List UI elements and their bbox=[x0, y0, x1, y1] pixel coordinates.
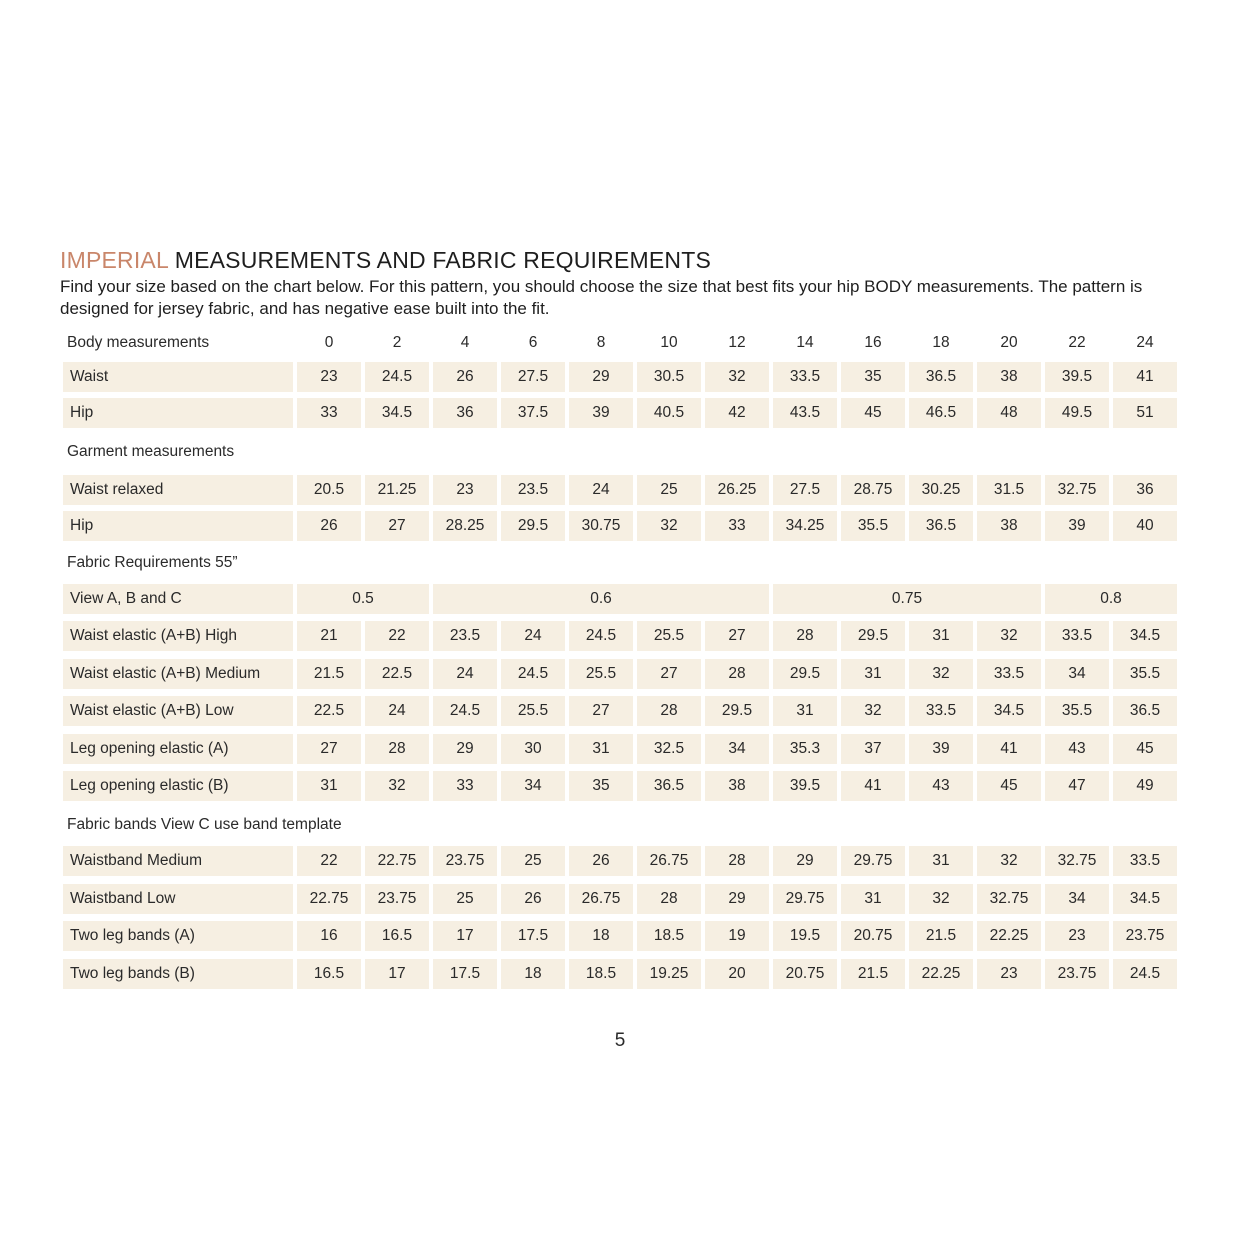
table-row-garment-cell: 34.25 bbox=[773, 511, 837, 541]
table-row-fabric-cell: 31 bbox=[909, 621, 973, 651]
table-row-garment-cell: 32 bbox=[637, 511, 701, 541]
table-row-band-cell: 34 bbox=[1045, 884, 1109, 914]
table-row-fabric-cell: 31 bbox=[841, 659, 905, 689]
table-row-band-cell: 17 bbox=[433, 921, 497, 951]
table-row-garment-cell: 35.5 bbox=[841, 511, 905, 541]
size-header-cell: 6 bbox=[528, 334, 538, 351]
table-row-fabric-cell: 25.5 bbox=[637, 621, 701, 651]
table-row-garment-cell: 24 bbox=[569, 475, 633, 505]
size-header-cell: 14 bbox=[796, 334, 814, 351]
table-row-fabric-cell: 45 bbox=[977, 771, 1041, 801]
table-row-fabric-cell: 33.5 bbox=[977, 659, 1041, 689]
table-row-body-cell: 30.5 bbox=[637, 362, 701, 392]
table-row-band-cell: 23.75 bbox=[433, 846, 497, 876]
table-row-garment-cell: 28.25 bbox=[433, 511, 497, 541]
section-label-garment: Garment measurements bbox=[67, 443, 235, 460]
table-row-band-cell: 31 bbox=[841, 884, 905, 914]
table-row-fabric-cell: 27 bbox=[297, 734, 361, 764]
table-row-fabric-cell: 29.5 bbox=[705, 696, 769, 726]
size-header-cell: 18 bbox=[932, 334, 950, 351]
table-row-fabric-cell: 34 bbox=[1045, 659, 1109, 689]
table-row-garment-cell: 28.75 bbox=[841, 475, 905, 505]
table-row-band-cell: 18 bbox=[569, 921, 633, 951]
table-row-body-cell: 42 bbox=[705, 398, 769, 428]
table-row-view-group: 0.8 bbox=[1045, 584, 1177, 614]
table-row-garment-cell: 31.5 bbox=[977, 475, 1041, 505]
table-row-band-cell: 19 bbox=[705, 921, 769, 951]
table-row-garment-cell: 36 bbox=[1113, 475, 1177, 505]
table-row-fabric-cell: 34 bbox=[501, 771, 565, 801]
table-row-garment-cell: 36.5 bbox=[909, 511, 973, 541]
size-header-cell: 4 bbox=[460, 334, 470, 351]
table-row-band-label: Two leg bands (B) bbox=[63, 959, 293, 989]
table-row-garment-cell: 21.25 bbox=[365, 475, 429, 505]
table-row-fabric-label: Waist elastic (A+B) High bbox=[63, 621, 293, 651]
size-header-cell: 10 bbox=[660, 334, 678, 351]
table-row-fabric-cell: 37 bbox=[841, 734, 905, 764]
table-row-band-cell: 25 bbox=[433, 884, 497, 914]
table-row-fabric-cell: 23.5 bbox=[433, 621, 497, 651]
size-header-cell: 22 bbox=[1068, 334, 1086, 351]
table-row-band-cell: 32 bbox=[977, 846, 1041, 876]
table-row-band-cell: 20.75 bbox=[773, 959, 837, 989]
table-row-body-cell: 51 bbox=[1113, 398, 1177, 428]
table-row-band-cell: 29.75 bbox=[773, 884, 837, 914]
table-row-fabric-label: Leg opening elastic (A) bbox=[63, 734, 293, 764]
table-row-band-cell: 23.75 bbox=[1113, 921, 1177, 951]
table-row-body-cell: 26 bbox=[433, 362, 497, 392]
table-row-body-cell: 49.5 bbox=[1045, 398, 1109, 428]
title-rest: MEASUREMENTS AND FABRIC REQUIREMENTS bbox=[168, 247, 711, 273]
table-row-fabric-cell: 32 bbox=[909, 659, 973, 689]
table-row-band-cell: 19.5 bbox=[773, 921, 837, 951]
table-row-view-group: 0.5 bbox=[297, 584, 429, 614]
table-row-body-cell: 45 bbox=[841, 398, 905, 428]
table-row-fabric-cell: 22.5 bbox=[297, 696, 361, 726]
table-row-fabric-cell: 29.5 bbox=[773, 659, 837, 689]
table-row-body-cell: 39 bbox=[569, 398, 633, 428]
table-row-fabric-cell: 36.5 bbox=[637, 771, 701, 801]
table-row-band-cell: 23.75 bbox=[1045, 959, 1109, 989]
table-row-band-cell: 26 bbox=[501, 884, 565, 914]
table-row-garment-cell: 23.5 bbox=[501, 475, 565, 505]
table-row-band-cell: 25 bbox=[501, 846, 565, 876]
table-row-band-cell: 32.75 bbox=[1045, 846, 1109, 876]
table-row-fabric-label: Waist elastic (A+B) Medium bbox=[63, 659, 293, 689]
table-row-garment-cell: 39 bbox=[1045, 511, 1109, 541]
table-row-band-cell: 22.25 bbox=[909, 959, 973, 989]
table-row-band-cell: 34.5 bbox=[1113, 884, 1177, 914]
table-row-band-cell: 16.5 bbox=[365, 921, 429, 951]
table-row-band-cell: 23.75 bbox=[365, 884, 429, 914]
table-row-view-label: View A, B and C bbox=[63, 584, 293, 614]
table-row-fabric-cell: 35.3 bbox=[773, 734, 837, 764]
table-row-garment-cell: 25 bbox=[637, 475, 701, 505]
table-row-body-cell: 40.5 bbox=[637, 398, 701, 428]
table-row-fabric-cell: 25.5 bbox=[501, 696, 565, 726]
table-row-band-label: Two leg bands (A) bbox=[63, 921, 293, 951]
table-row-band-cell: 18.5 bbox=[569, 959, 633, 989]
table-row-fabric-cell: 32 bbox=[977, 621, 1041, 651]
table-row-fabric-cell: 32 bbox=[841, 696, 905, 726]
table-row-band-cell: 20 bbox=[705, 959, 769, 989]
table-row-band-cell: 22.75 bbox=[365, 846, 429, 876]
table-row-garment-cell: 30.25 bbox=[909, 475, 973, 505]
table-row-body-label: Waist bbox=[63, 362, 293, 392]
size-header-cell: 24 bbox=[1136, 334, 1154, 351]
table-row-band-cell: 17 bbox=[365, 959, 429, 989]
table-row-body-cell: 36.5 bbox=[909, 362, 973, 392]
table-row-band-cell: 31 bbox=[909, 846, 973, 876]
table-row-body-cell: 48 bbox=[977, 398, 1041, 428]
table-row-body-cell: 41 bbox=[1113, 362, 1177, 392]
size-header-cell: 2 bbox=[392, 334, 402, 351]
table-row-garment-cell: 23 bbox=[433, 475, 497, 505]
table-row-fabric-cell: 35.5 bbox=[1045, 696, 1109, 726]
table-row-fabric-cell: 34 bbox=[705, 734, 769, 764]
size-header-cell: 20 bbox=[1000, 334, 1018, 351]
table-row-fabric-cell: 22.5 bbox=[365, 659, 429, 689]
table-row-fabric-cell: 27 bbox=[637, 659, 701, 689]
table-row-band-cell: 22 bbox=[297, 846, 361, 876]
table-row-garment-cell: 20.5 bbox=[297, 475, 361, 505]
table-row-band-cell: 17.5 bbox=[433, 959, 497, 989]
table-row-body-cell: 38 bbox=[977, 362, 1041, 392]
table-row-band-cell: 21.5 bbox=[841, 959, 905, 989]
section-label-bands: Fabric bands View C use band template bbox=[67, 816, 342, 833]
table-row-garment-cell: 26.25 bbox=[705, 475, 769, 505]
table-row-garment-cell: 40 bbox=[1113, 511, 1177, 541]
table-row-view-group: 0.6 bbox=[433, 584, 769, 614]
table-row-band-cell: 19.25 bbox=[637, 959, 701, 989]
table-row-band-cell: 29.75 bbox=[841, 846, 905, 876]
page-number: 5 bbox=[614, 1030, 626, 1051]
size-header-cell: 12 bbox=[728, 334, 746, 351]
table-row-body-label: Hip bbox=[63, 398, 293, 428]
table-row-band-cell: 26 bbox=[569, 846, 633, 876]
table-row-fabric-cell: 36.5 bbox=[1113, 696, 1177, 726]
table-row-fabric-cell: 22 bbox=[365, 621, 429, 651]
table-row-fabric-cell: 33 bbox=[433, 771, 497, 801]
table-row-fabric-cell: 24.5 bbox=[501, 659, 565, 689]
table-row-fabric-cell: 30 bbox=[501, 734, 565, 764]
table-row-body-cell: 43.5 bbox=[773, 398, 837, 428]
table-row-fabric-cell: 49 bbox=[1113, 771, 1177, 801]
page-title bbox=[60, 247, 711, 274]
table-row-body-cell: 35 bbox=[841, 362, 905, 392]
title-accent: IMPERIAL bbox=[60, 247, 169, 273]
table-row-fabric-cell: 27 bbox=[705, 621, 769, 651]
table-row-garment-cell: 32.75 bbox=[1045, 475, 1109, 505]
table-row-body-cell: 34.5 bbox=[365, 398, 429, 428]
table-row-fabric-cell: 45 bbox=[1113, 734, 1177, 764]
table-row-fabric-label: Waist elastic (A+B) Low bbox=[63, 696, 293, 726]
table-row-fabric-cell: 41 bbox=[977, 734, 1041, 764]
table-row-fabric-cell: 29 bbox=[433, 734, 497, 764]
table-row-body-cell: 32 bbox=[705, 362, 769, 392]
table-row-band-cell: 32.75 bbox=[977, 884, 1041, 914]
table-row-fabric-cell: 27 bbox=[569, 696, 633, 726]
table-row-body-cell: 33 bbox=[297, 398, 361, 428]
table-row-fabric-cell: 21.5 bbox=[297, 659, 361, 689]
table-row-fabric-cell: 47 bbox=[1045, 771, 1109, 801]
size-header-cell: 8 bbox=[596, 334, 606, 351]
table-row-band-cell: 23 bbox=[977, 959, 1041, 989]
table-row-band-cell: 18.5 bbox=[637, 921, 701, 951]
table-row-band-cell: 22.75 bbox=[297, 884, 361, 914]
table-row-band-cell: 28 bbox=[705, 846, 769, 876]
table-row-fabric-label: Leg opening elastic (B) bbox=[63, 771, 293, 801]
table-row-fabric-cell: 38 bbox=[705, 771, 769, 801]
table-row-body-cell: 29 bbox=[569, 362, 633, 392]
table-row-garment-cell: 27 bbox=[365, 511, 429, 541]
table-row-band-cell: 23 bbox=[1045, 921, 1109, 951]
table-row-fabric-cell: 24 bbox=[365, 696, 429, 726]
table-row-garment-cell: 30.75 bbox=[569, 511, 633, 541]
table-row-band-cell: 20.75 bbox=[841, 921, 905, 951]
table-row-band-cell: 21.5 bbox=[909, 921, 973, 951]
table-row-fabric-cell: 28 bbox=[637, 696, 701, 726]
intro-text: Find your size based on the chart below. For this pattern, you should choose the size that best fits your hip BODY measurements. The pattern is designed for jersey fabric, and has negative ease built into the fit. bbox=[60, 277, 1143, 318]
table-row-fabric-cell: 34.5 bbox=[1113, 621, 1177, 651]
table-row-fabric-cell: 28 bbox=[705, 659, 769, 689]
table-row-band-cell: 17.5 bbox=[501, 921, 565, 951]
section-label-body: Body measurements bbox=[67, 334, 210, 351]
table-row-fabric-cell: 33.5 bbox=[909, 696, 973, 726]
table-row-fabric-cell: 24 bbox=[501, 621, 565, 651]
table-row-fabric-cell: 28 bbox=[773, 621, 837, 651]
table-row-band-cell: 16.5 bbox=[297, 959, 361, 989]
table-row-fabric-cell: 41 bbox=[841, 771, 905, 801]
table-row-fabric-cell: 33.5 bbox=[1045, 621, 1109, 651]
table-row-view-group: 0.75 bbox=[773, 584, 1041, 614]
table-row-band-cell: 22.25 bbox=[977, 921, 1041, 951]
table-row-fabric-cell: 35.5 bbox=[1113, 659, 1177, 689]
table-row-fabric-cell: 21 bbox=[297, 621, 361, 651]
table-row-fabric-cell: 31 bbox=[569, 734, 633, 764]
size-header-cell: 0 bbox=[324, 334, 334, 351]
table-row-body-cell: 33.5 bbox=[773, 362, 837, 392]
table-row-band-label: Waistband Low bbox=[63, 884, 293, 914]
table-row-fabric-cell: 31 bbox=[773, 696, 837, 726]
table-row-garment-cell: 26 bbox=[297, 511, 361, 541]
table-row-fabric-cell: 39 bbox=[909, 734, 973, 764]
table-row-band-cell: 29 bbox=[705, 884, 769, 914]
table-row-band-cell: 18 bbox=[501, 959, 565, 989]
table-row-fabric-cell: 31 bbox=[297, 771, 361, 801]
table-row-fabric-cell: 24.5 bbox=[569, 621, 633, 651]
table-row-garment-cell: 38 bbox=[977, 511, 1041, 541]
table-row-fabric-cell: 43 bbox=[909, 771, 973, 801]
table-row-fabric-cell: 34.5 bbox=[977, 696, 1041, 726]
table-row-band-cell: 26.75 bbox=[637, 846, 701, 876]
table-row-fabric-cell: 32 bbox=[365, 771, 429, 801]
table-row-fabric-cell: 24 bbox=[433, 659, 497, 689]
table-row-band-cell: 16 bbox=[297, 921, 361, 951]
table-row-fabric-cell: 29.5 bbox=[841, 621, 905, 651]
table-row-band-cell: 33.5 bbox=[1113, 846, 1177, 876]
table-row-garment-cell: 33 bbox=[705, 511, 769, 541]
table-row-garment-label: Hip bbox=[63, 511, 293, 541]
table-row-body-cell: 36 bbox=[433, 398, 497, 428]
table-row-body-cell: 39.5 bbox=[1045, 362, 1109, 392]
table-row-body-cell: 27.5 bbox=[501, 362, 565, 392]
table-row-band-cell: 32 bbox=[909, 884, 973, 914]
table-row-fabric-cell: 24.5 bbox=[433, 696, 497, 726]
table-row-band-cell: 24.5 bbox=[1113, 959, 1177, 989]
table-row-body-cell: 46.5 bbox=[909, 398, 973, 428]
table-row-fabric-cell: 39.5 bbox=[773, 771, 837, 801]
size-header-cell: 16 bbox=[864, 334, 882, 351]
table-row-band-cell: 28 bbox=[637, 884, 701, 914]
table-row-band-cell: 29 bbox=[773, 846, 837, 876]
table-row-body-cell: 24.5 bbox=[365, 362, 429, 392]
table-row-body-cell: 23 bbox=[297, 362, 361, 392]
table-row-body-cell: 37.5 bbox=[501, 398, 565, 428]
table-row-garment-label: Waist relaxed bbox=[63, 475, 293, 505]
table-row-band-cell: 26.75 bbox=[569, 884, 633, 914]
table-row-fabric-cell: 35 bbox=[569, 771, 633, 801]
table-row-fabric-cell: 43 bbox=[1045, 734, 1109, 764]
table-row-fabric-cell: 28 bbox=[365, 734, 429, 764]
table-row-fabric-cell: 25.5 bbox=[569, 659, 633, 689]
table-row-band-label: Waistband Medium bbox=[63, 846, 293, 876]
section-label-fabric: Fabric Requirements 55” bbox=[67, 554, 238, 571]
table-row-garment-cell: 29.5 bbox=[501, 511, 565, 541]
table-row-garment-cell: 27.5 bbox=[773, 475, 837, 505]
table-row-fabric-cell: 32.5 bbox=[637, 734, 701, 764]
